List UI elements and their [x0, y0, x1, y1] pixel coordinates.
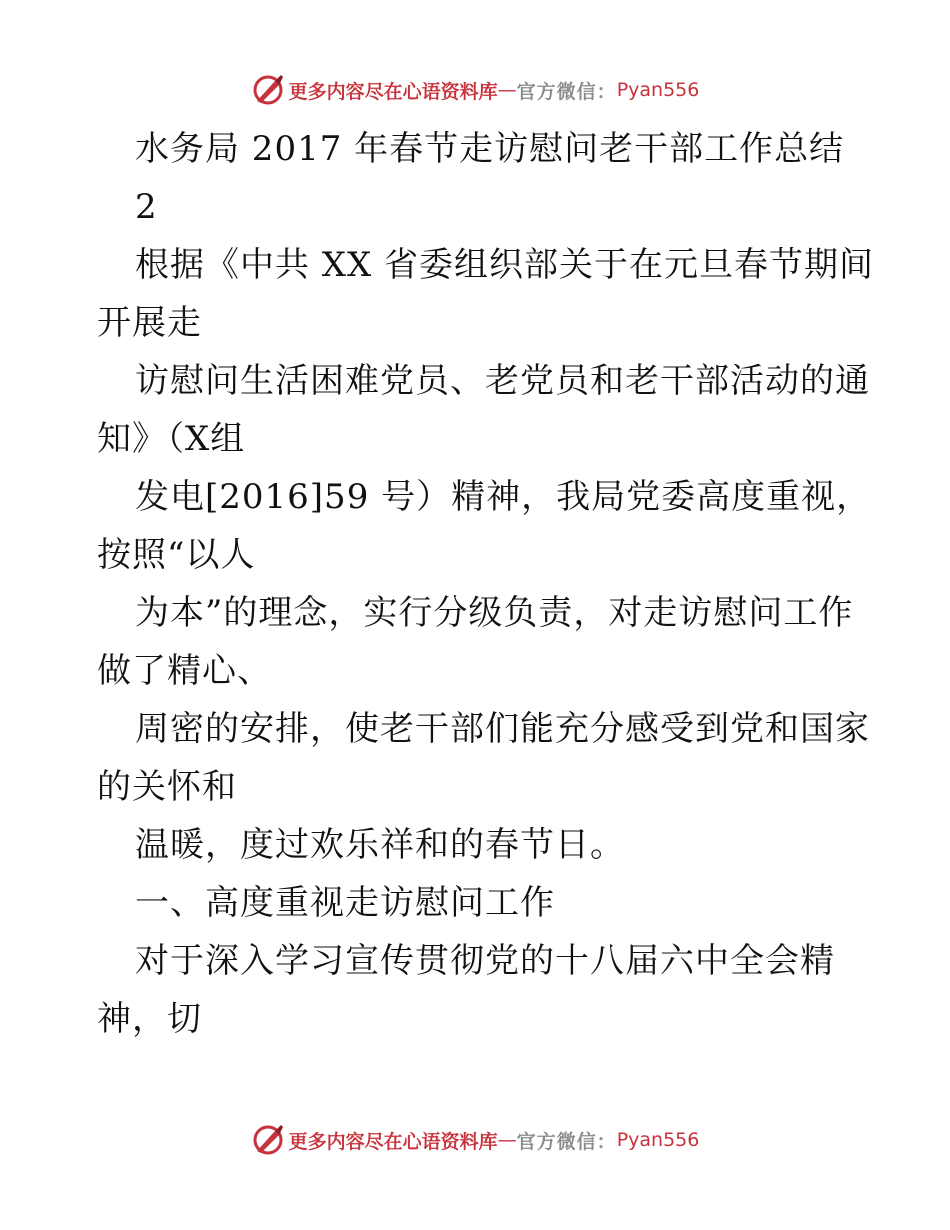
watermark-dash: — — [497, 79, 517, 101]
paragraph-line: 根据《中共 XX 省委组织部关于在元旦春节期间 — [135, 245, 875, 285]
quill-pen-logo-icon — [251, 73, 285, 107]
watermark-dash: — — [497, 1129, 517, 1151]
watermark-wechat-id: Pyan556 — [616, 79, 700, 101]
paragraph-line: 温暖，度过欢乐祥和的春节日。 — [135, 825, 625, 865]
paragraph-line: 对于深入学习宣传贯彻党的十八届六中全会精 — [135, 941, 835, 981]
watermark-wechat-id: Pyan556 — [616, 1129, 700, 1151]
paragraph-line: 按照“以人 — [97, 535, 256, 575]
document-title-continued: 2 — [135, 187, 158, 227]
watermark-site-text: 更多内容尽在心语资料库 — [288, 1130, 498, 1153]
watermark-wechat-label: 官方微信： — [516, 80, 617, 103]
footer-watermark — [0, 1120, 950, 1160]
paragraph-line: 开展走 — [97, 303, 202, 343]
paragraph-line: 知》（X组 — [97, 419, 246, 459]
paragraph-line: 的关怀和 — [97, 767, 237, 807]
paragraph-line: 为本”的理念，实行分级负责，对走访慰问工作 — [135, 593, 854, 633]
watermark-site-text: 更多内容尽在心语资料库 — [288, 80, 498, 103]
paragraph-line: 发电[2016]59 号）精神，我局党委高度重视， — [135, 477, 872, 517]
watermark-wechat-label: 官方微信： — [516, 1130, 617, 1153]
section-heading: 一、高度重视走访慰问工作 — [135, 883, 555, 923]
paragraph-line: 周密的安排，使老干部们能充分感受到党和国家 — [135, 709, 870, 749]
quill-pen-logo-icon — [251, 1123, 285, 1157]
document-title: 水务局 2017 年春节走访慰问老干部工作总结 — [135, 129, 845, 169]
paragraph-line: 神，切 — [97, 999, 202, 1039]
paragraph-line: 做了精心、 — [97, 651, 272, 691]
header-watermark — [0, 70, 950, 110]
paragraph-line: 访慰问生活困难党员、老党员和老干部活动的通 — [135, 361, 870, 401]
